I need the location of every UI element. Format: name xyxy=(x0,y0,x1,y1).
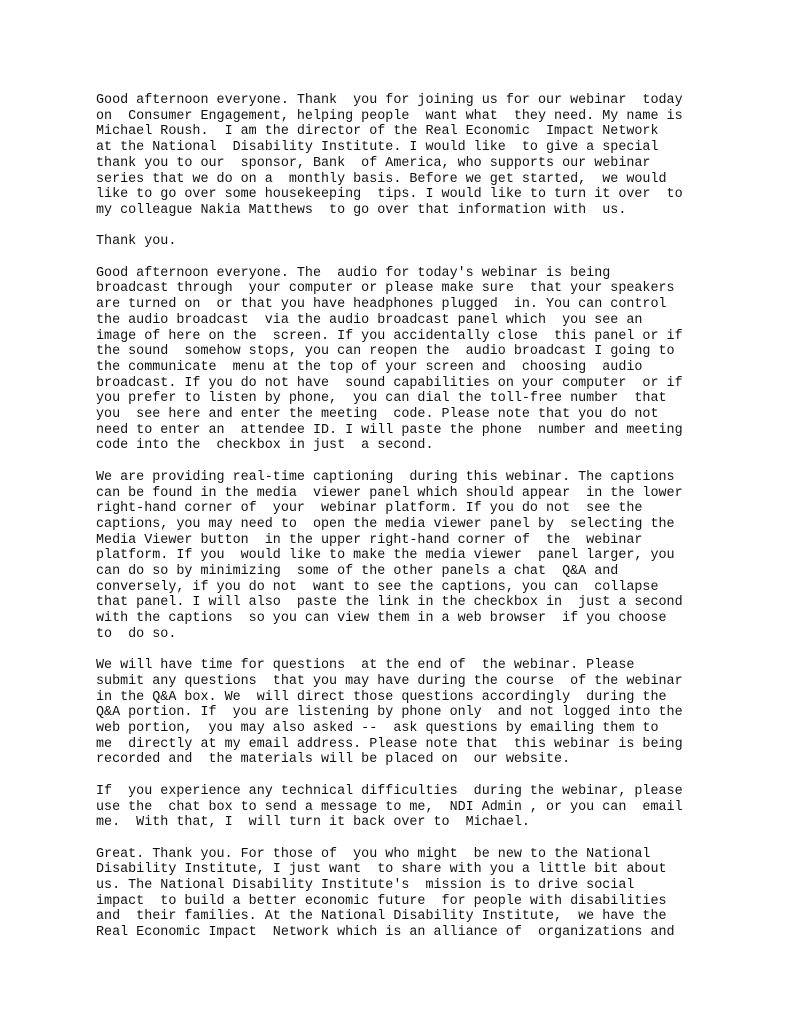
text-line: Good afternoon everyone. Thank you for joining us for our webinar today xyxy=(96,93,683,108)
paragraph xyxy=(96,784,701,831)
text-line: the communicate menu at the top of your screen and choosing audio xyxy=(96,359,643,375)
text-line: in the Q&A box. We will direct those questions accordingly during the xyxy=(96,689,667,705)
text-line: We are providing real-time captioning during this webinar. The captions xyxy=(96,469,675,485)
text-line: us. The National Disability Institute's mission is to drive social xyxy=(96,878,635,894)
text-line: If you experience any technical difficulties during the webinar, please xyxy=(96,783,683,799)
text-line: Disability Institute, I just want to share with you a little bit about xyxy=(96,862,667,878)
text-line: are turned on or that you have headphones plugged in. You can control xyxy=(96,297,667,313)
paragraph xyxy=(96,93,701,219)
text-line: Great. Thank you. For those of you who might be new to the National xyxy=(96,846,651,862)
text-line: thank you to our sponsor, Bank of America, who supports our webinar xyxy=(96,155,651,171)
text-line: impact to build a better economic future for people with disabilities xyxy=(96,893,667,909)
text-line: captions, you may need to open the media viewer panel by selecting the xyxy=(96,516,675,532)
text-line: Michael Roush. I am the director of the Real Economic Impact Network xyxy=(96,124,659,140)
text-line: Thank you. xyxy=(96,234,177,250)
text-line: and their families. At the National Disability Institute, we have the xyxy=(96,909,667,925)
text-line: image of here on the screen. If you accidentally close this panel or if xyxy=(96,328,683,344)
text-line: to do so. xyxy=(96,626,177,642)
text-line: platform. If you would like to make the media viewer panel larger, you xyxy=(96,548,675,564)
paragraph xyxy=(96,847,701,941)
text-line: you prefer to listen by phone, you can dial the toll-free number that xyxy=(96,391,667,407)
text-line: the sound somehow stops, you can reopen the audio broadcast I going to xyxy=(96,344,675,360)
text-line: conversely, if you do not want to see the captions, you can collapse xyxy=(96,579,659,595)
text-line: Q&A portion. If you are listening by phone only and not logged into the xyxy=(96,705,683,721)
text-line: broadcast through your computer or please make sure that your speakers xyxy=(96,281,675,297)
text-line: the audio broadcast via the audio broadcast panel which you see an xyxy=(96,312,643,328)
text-line: submit any questions that you may have during the course of the webinar xyxy=(96,673,683,689)
paragraph xyxy=(96,658,701,768)
text-line: recorded and the materials will be placed on our website. xyxy=(96,752,571,768)
paragraph xyxy=(96,470,701,643)
text-line: can be found in the media viewer panel which should appear in the lower xyxy=(96,485,683,501)
text-line: at the National Disability Institute. I would like to give a special xyxy=(96,140,659,156)
text-line: Media Viewer button in the upper right-hand corner of the webinar xyxy=(96,532,643,548)
text-line: that panel. I will also paste the link in the checkbox in just a second xyxy=(96,595,683,611)
text-line: web portion, you may also asked -- ask questions by emailing them to xyxy=(96,721,659,737)
text-line: on Consumer Engagement, helping people want what they need. My name is xyxy=(96,108,683,124)
text-line: Good afternoon everyone. The audio for today's webinar is being xyxy=(96,265,611,281)
text-line: right-hand corner of your webinar platform. If you do not see the xyxy=(96,501,643,517)
text-line: use the chat box to send a message to me, NDI Admin , or you can email xyxy=(96,799,683,815)
text-line: need to enter an attendee ID. I will paste the phone number and meeting xyxy=(96,422,683,438)
text-line: me. With that, I will turn it back over to Michael. xyxy=(96,815,530,831)
text-line: series that we do on a monthly basis. Before we get started, we would xyxy=(96,171,667,187)
text-line: can do so by minimizing some of the other panels a chat Q&A and xyxy=(96,564,619,580)
text-line: my colleague Nakia Matthews to go over that information with us. xyxy=(96,202,627,218)
text-line: with the captions so you can view them in a web browser if you choose xyxy=(96,611,667,627)
transcript-body xyxy=(96,93,701,957)
paragraph xyxy=(96,266,701,454)
text-line: like to go over some housekeeping tips. I would like to turn it over to xyxy=(96,187,683,203)
text-line: me directly at my email address. Please note that this webinar is being xyxy=(96,736,683,752)
paragraph xyxy=(96,234,701,250)
text-line: code into the checkbox in just a second. xyxy=(96,438,434,454)
text-line: you see here and enter the meeting code. Please note that you do not xyxy=(96,407,659,423)
text-line: broadcast. If you do not have sound capabilities on your computer or if xyxy=(96,375,683,391)
text-line: We will have time for questions at the end of the webinar. Please xyxy=(96,658,635,674)
text-line: Real Economic Impact Network which is an alliance of organizations and xyxy=(96,925,675,941)
